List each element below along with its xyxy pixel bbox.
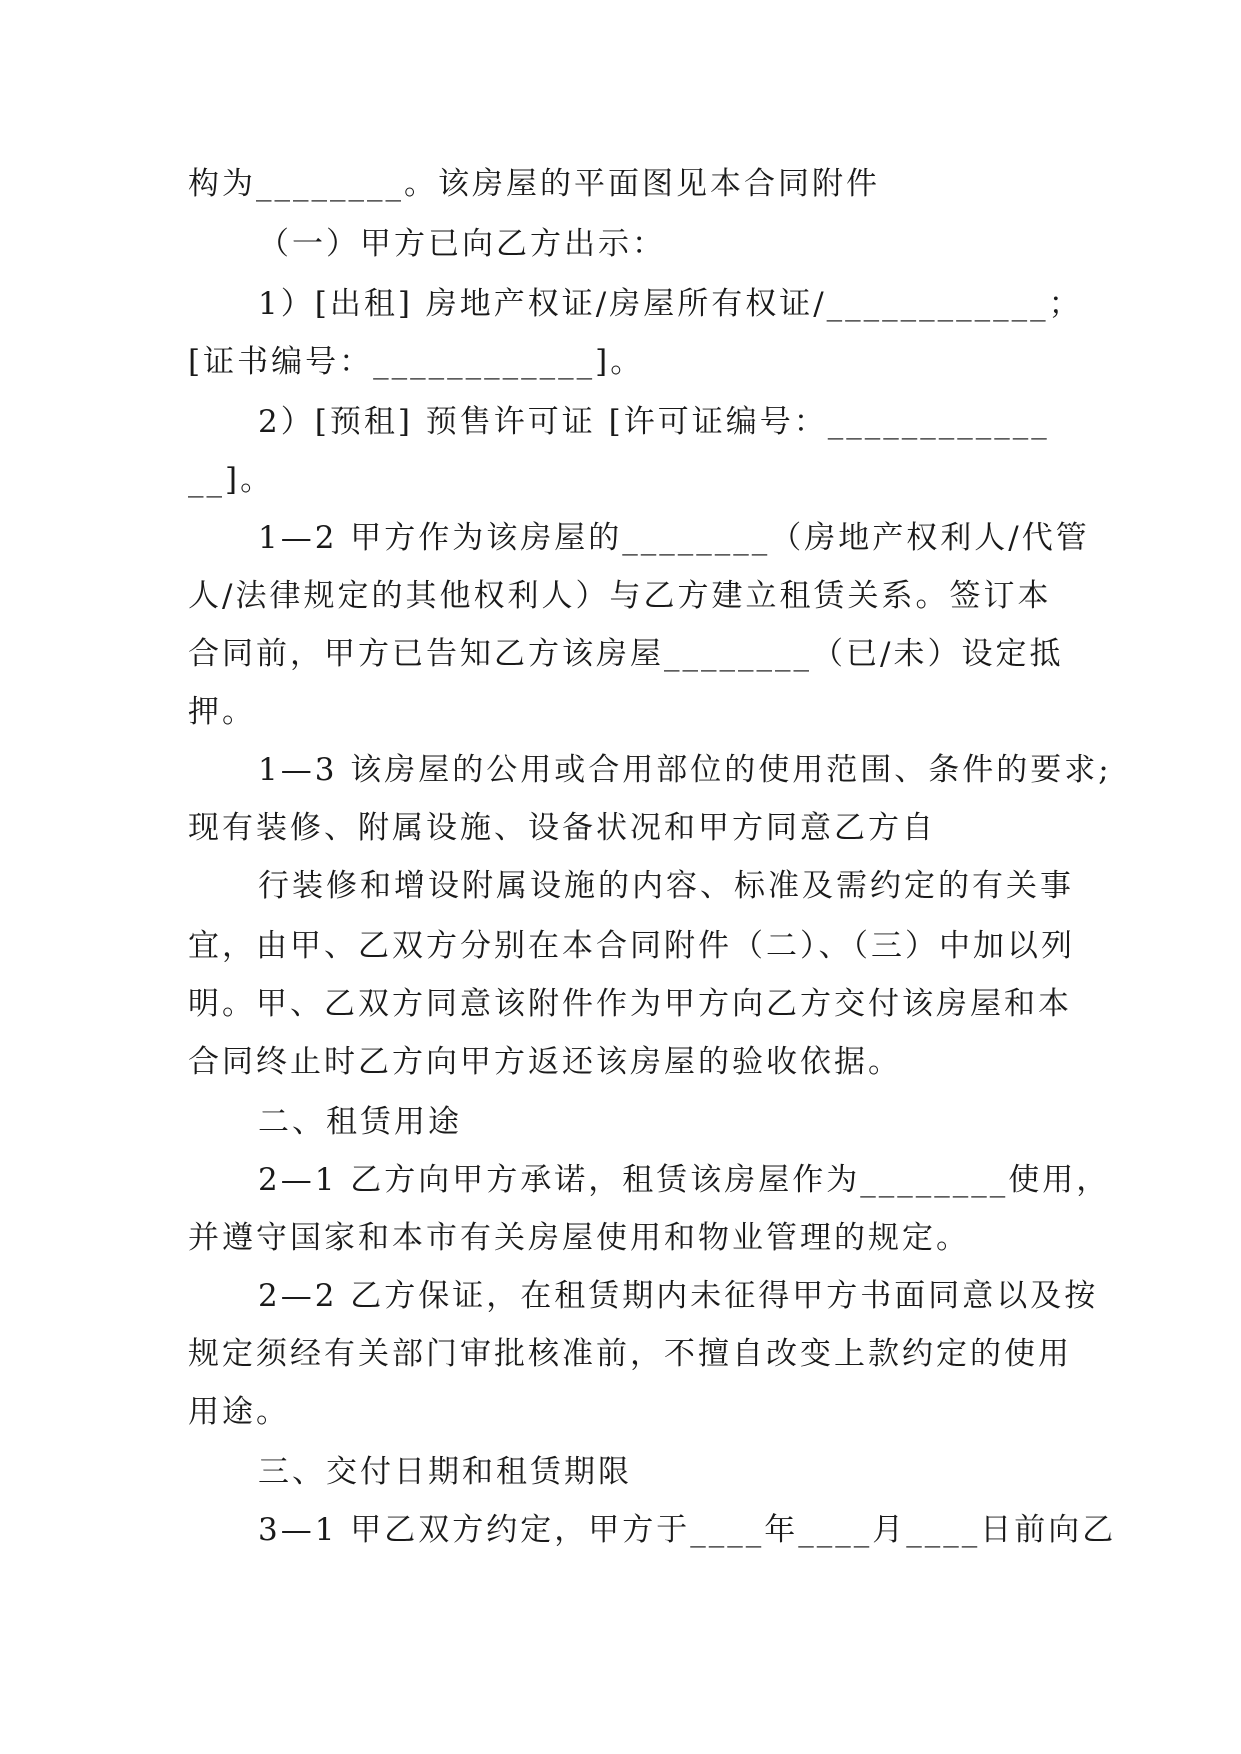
paragraph-line: 规定须经有关部门审批核准前，不擅自改变上款约定的使用: [188, 1336, 1072, 1372]
paragraph-line: 3—1 甲乙双方约定，甲方于____年____月____日前向乙: [258, 1512, 1117, 1548]
paragraph-line: 行装修和增设附属设施的内容、标准及需约定的有关事: [258, 868, 1074, 904]
paragraph-line: 人/法律规定的其他权利人）与乙方建立租赁关系。签订本: [188, 578, 1052, 614]
paragraph-line: 宜，由甲、乙双方分别在本合同附件（二）、（三）中加以列: [188, 928, 1075, 964]
paragraph-line: 1—3 该房屋的公用或合用部位的使用范围、条件的要求;: [258, 752, 1112, 788]
section-heading-lease-purpose: 二、租赁用途: [258, 1104, 462, 1140]
paragraph-line: 合同前，甲方已告知乙方该房屋________（已/未）设定抵: [188, 636, 1064, 672]
paragraph-line: 合同终止时乙方向甲方返还该房屋的验收依据。: [188, 1044, 902, 1080]
paragraph-line: 2—2 乙方保证，在租赁期内未征得甲方书面同意以及按: [258, 1278, 1099, 1314]
paragraph-line: 现有装修、附属设施、设备状况和甲方同意乙方自: [188, 810, 936, 846]
paragraph-line: 1—2 甲方作为该房屋的________（房地产权利人/代管: [258, 520, 1090, 556]
section-heading-delivery-and-term: 三、交付日期和租赁期限: [258, 1454, 632, 1490]
paragraph-line: 构为________。该房屋的平面图见本合同附件: [188, 166, 880, 202]
paragraph-line: __]。: [188, 462, 275, 498]
paragraph-line: 用途。: [188, 1394, 290, 1430]
paragraph-line: 并遵守国家和本市有关房屋使用和物业管理的规定。: [188, 1220, 970, 1256]
paragraph-line: 2—1 乙方向甲方承诺，租赁该房屋作为________使用，: [258, 1162, 1111, 1198]
paragraph-line: 押。: [188, 694, 256, 730]
paragraph-line: 明。甲、乙双方同意该附件作为甲方向乙方交付该房屋和本: [188, 986, 1072, 1022]
paragraph-line: 2）[预租] 预售许可证 [许可证编号：____________: [258, 404, 1050, 440]
section-heading-shown-items: （一）甲方已向乙方出示：: [258, 226, 666, 262]
paragraph-line: [证书编号：____________]。: [188, 344, 645, 380]
paragraph-line: 1）[出租] 房地产权证/房屋所有权证/____________；: [258, 286, 1083, 322]
